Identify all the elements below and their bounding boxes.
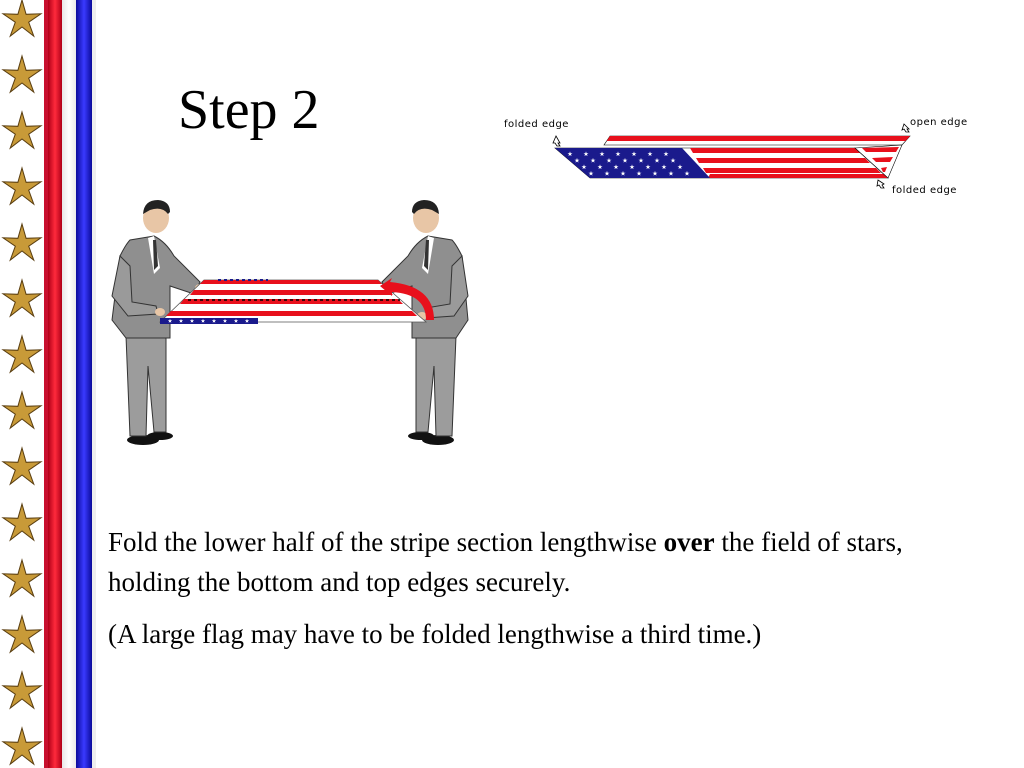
star-icon bbox=[3, 728, 41, 764]
arrow-icon bbox=[877, 180, 884, 188]
star-icon bbox=[3, 112, 41, 148]
men-folding-flag-illustration bbox=[108, 196, 474, 456]
label-folded-edge-bottom: folded edge bbox=[892, 185, 957, 196]
border-stripe-white-edge bbox=[92, 0, 96, 768]
star-icon bbox=[3, 616, 41, 652]
star-icon bbox=[3, 560, 41, 596]
arrow-icon bbox=[553, 136, 560, 146]
border-stripe-white bbox=[62, 0, 76, 768]
arrow-icon bbox=[902, 124, 909, 132]
instruction-part2: the field of stars, holding the bottom and top edges securely. bbox=[108, 527, 903, 597]
border-stripe-blue bbox=[76, 0, 92, 768]
star-border bbox=[0, 0, 48, 768]
note-paragraph: (A large flag may have to be folded lengthwise a third time.) bbox=[108, 619, 762, 649]
folded-flag-diagram bbox=[500, 114, 970, 204]
star-icon bbox=[3, 672, 41, 708]
star-icon bbox=[3, 280, 41, 316]
held-flag bbox=[160, 278, 434, 324]
star-icon bbox=[3, 56, 41, 92]
label-open-edge: open edge bbox=[910, 117, 968, 128]
star-icon bbox=[3, 504, 41, 540]
star-icon bbox=[3, 336, 41, 372]
instruction-paragraph bbox=[108, 522, 968, 602]
star-icon bbox=[3, 168, 41, 204]
star-icon bbox=[3, 224, 41, 260]
border-stripe-red bbox=[48, 0, 62, 768]
right-man-figure bbox=[377, 200, 468, 445]
star-icon bbox=[3, 0, 41, 36]
star-icon bbox=[3, 392, 41, 428]
slide-title: Step 2 bbox=[178, 79, 320, 141]
instruction-text-block bbox=[108, 522, 968, 666]
star-icon bbox=[3, 448, 41, 484]
instruction-part1: Fold the lower half of the stripe section lengthwise bbox=[108, 527, 664, 557]
label-folded-edge-top: folded edge bbox=[504, 119, 569, 130]
instruction-emphasis: over bbox=[663, 527, 715, 557]
